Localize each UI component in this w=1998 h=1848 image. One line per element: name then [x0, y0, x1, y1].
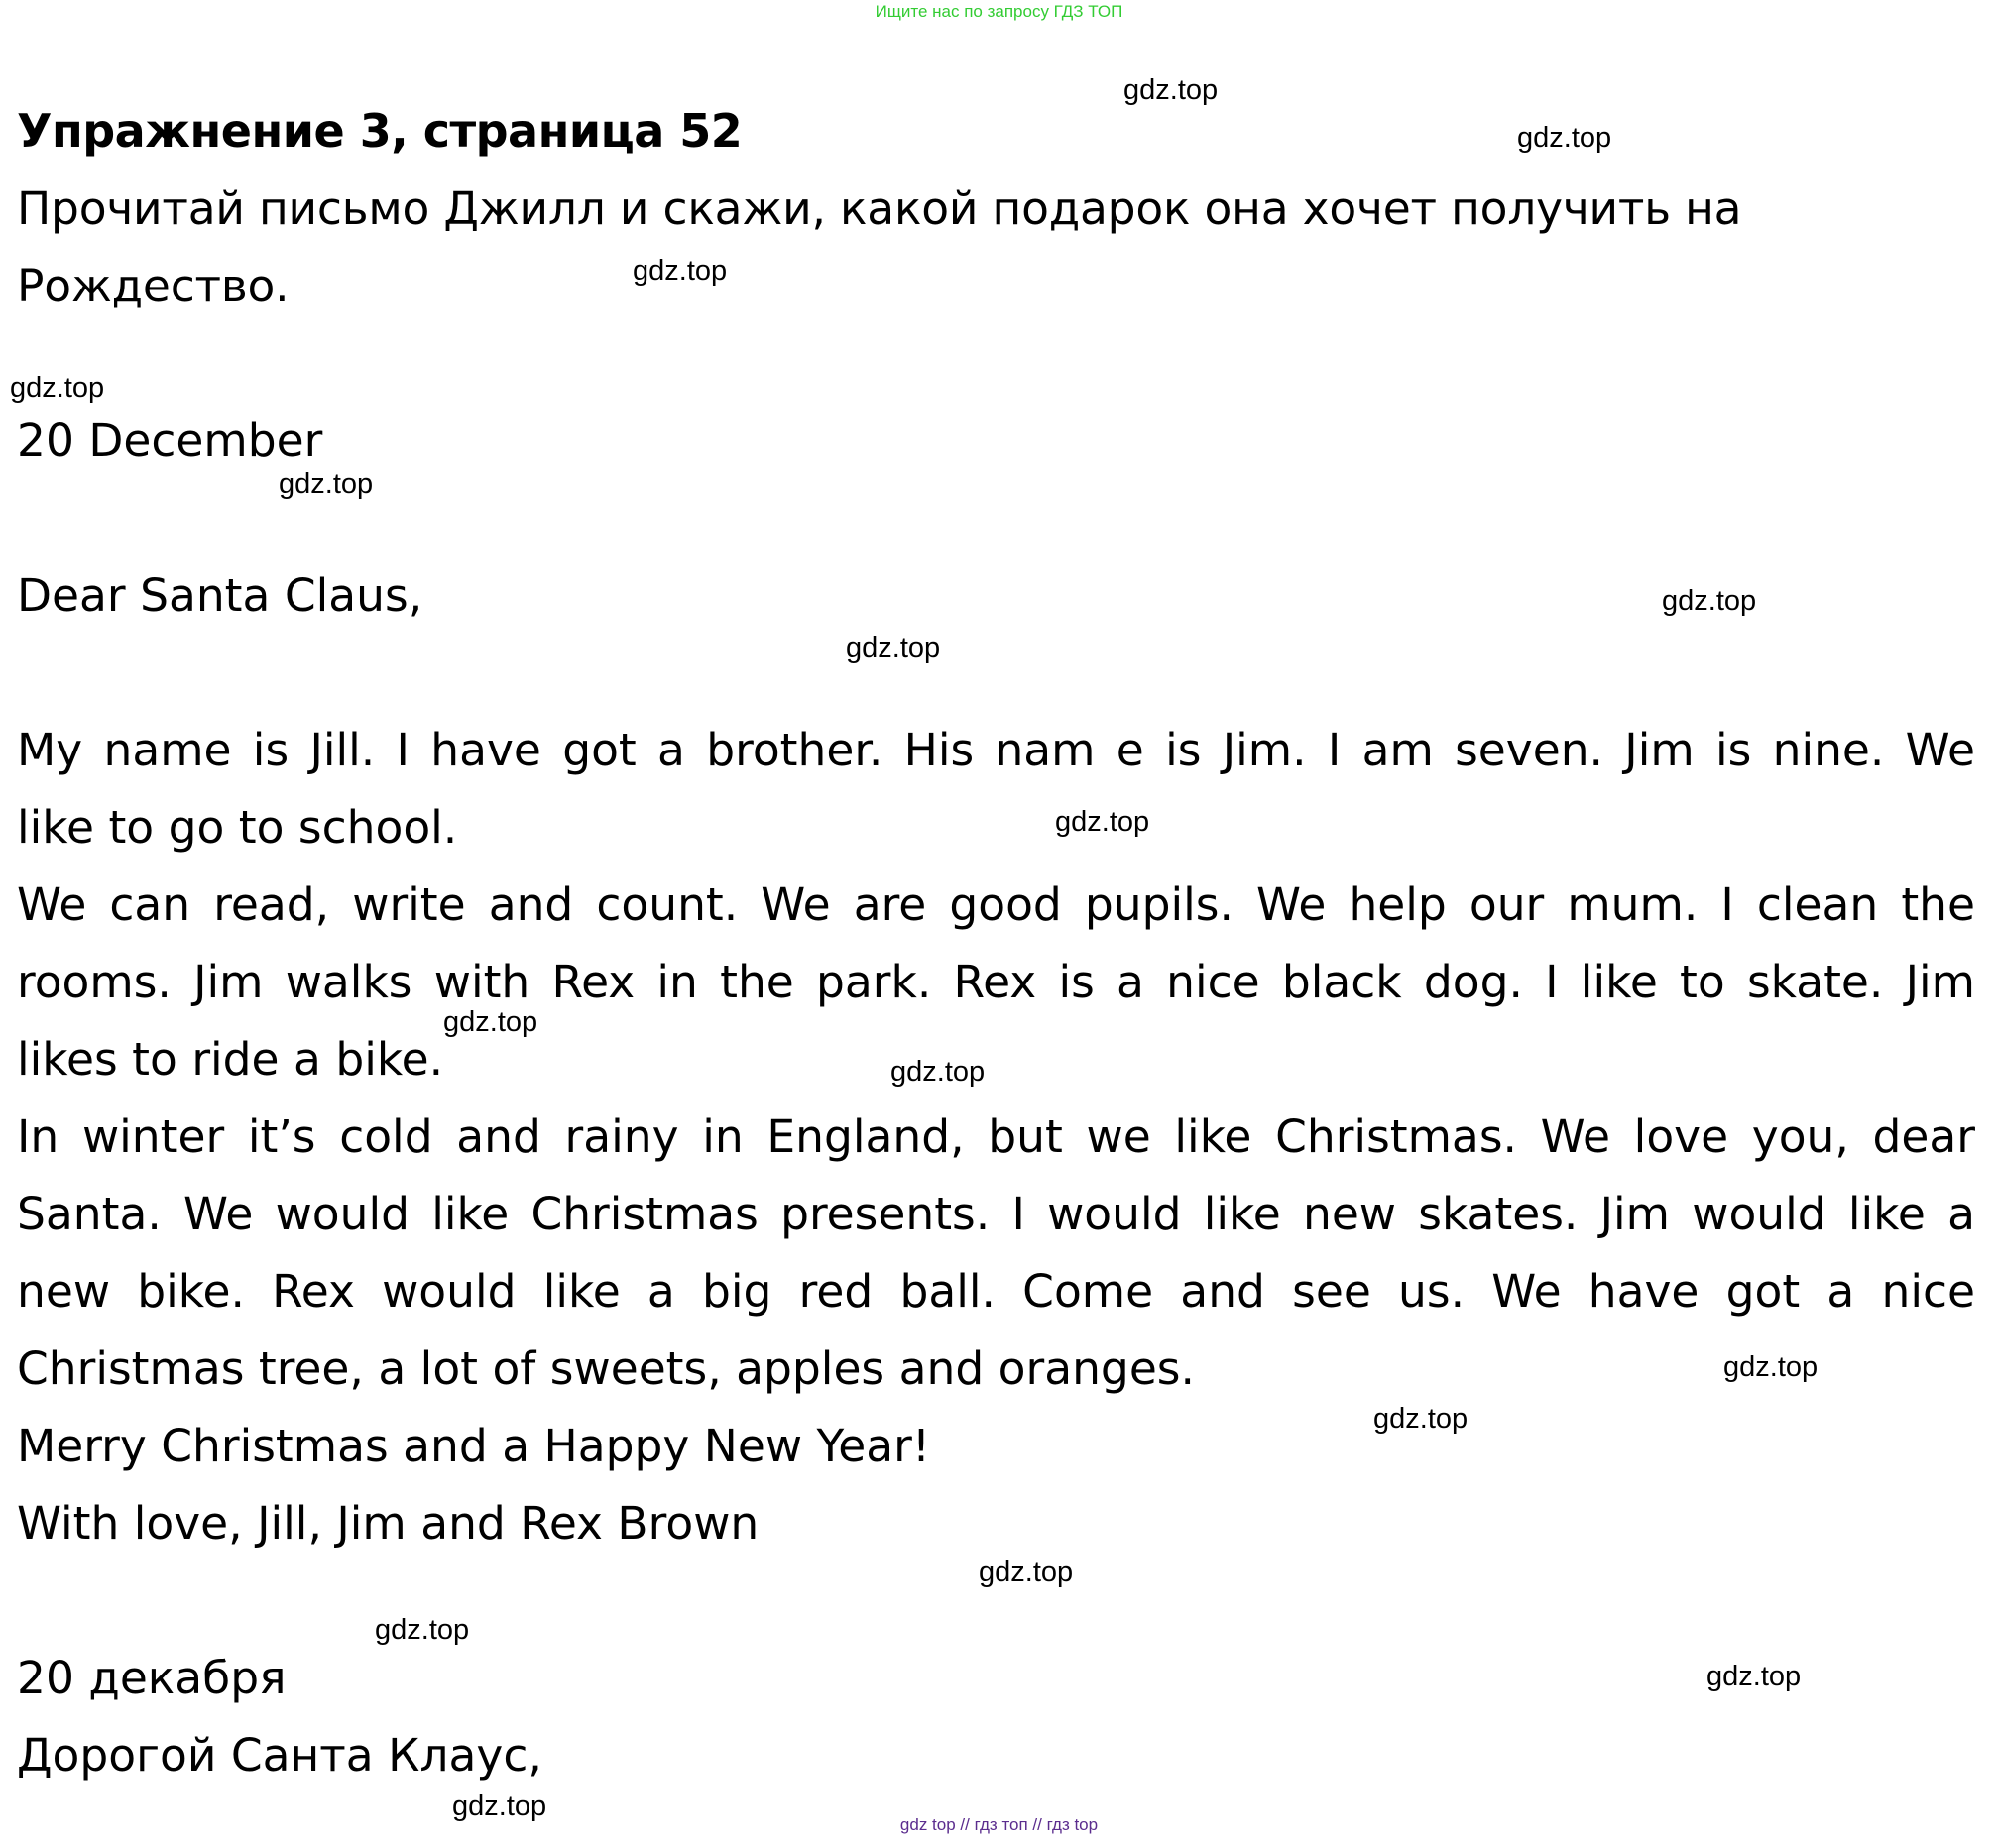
letter-line: Christmas tree, a lot of sweets, apples and oranges.	[17, 1342, 1195, 1395]
letter-line: like to go to school.	[17, 801, 458, 854]
watermark: gdz.top	[375, 1614, 470, 1646]
letter-date-ru: 20 декабря	[17, 1652, 287, 1704]
instruction	[17, 171, 1741, 325]
letter-line: new bike. Rex would like a big red ball. Come and see us. We have got a nice	[17, 1265, 1975, 1318]
watermark: gdz.top	[1055, 806, 1150, 838]
letter-body-en	[17, 712, 1975, 1408]
watermark: gdz.top	[890, 1056, 986, 1088]
watermark: gdz.top	[279, 468, 374, 500]
watermark: gdz.top	[1723, 1351, 1819, 1383]
letter-line: My name is Jill. I have got a brother. His nam e is Jim. I am seven. Jim is nine. We	[17, 724, 1975, 776]
watermark: gdz.top	[1517, 122, 1612, 154]
letter-line: likes to ride a bike.	[17, 1033, 444, 1086]
watermark: gdz.top	[1706, 1661, 1802, 1692]
footer-links[interactable]: gdz top // гдз топ // гдз top	[899, 1815, 1099, 1834]
watermark: gdz.top	[1123, 74, 1219, 106]
letter-signoff	[17, 1408, 930, 1562]
watermark: gdz.top	[1373, 1403, 1469, 1435]
exercise-heading: Упражнение 3, страница 52	[17, 104, 743, 158]
watermark: gdz.top	[443, 1006, 538, 1038]
letter-signature: With love, Jill, Jim and Rex Brown	[17, 1497, 760, 1550]
letter-line: We can read, write and count. We are good pupils. We help our mum. I clean the	[17, 878, 1975, 931]
watermark: gdz.top	[979, 1557, 1074, 1588]
watermark: gdz.top	[1662, 585, 1757, 617]
watermark: gdz.top	[10, 372, 105, 404]
letter-greeting-en: Dear Santa Claus,	[17, 569, 423, 622]
letter-line: rooms. Jim walks with Rex in the park. Rex is a nice black dog. I like to skate. Jim	[17, 956, 1975, 1008]
letter-greeting-ru: Дорогой Санта Клаус,	[17, 1729, 542, 1782]
letter-line: In winter it’s cold and rainy in England, but we like Christmas. We love you, dear	[17, 1110, 1975, 1163]
watermark: gdz.top	[846, 633, 941, 664]
letter-wishes: Merry Christmas and a Happy New Year!	[17, 1420, 931, 1472]
instruction-line: Прочитай письмо Джилл и скажи, какой подарок она хочет получить на	[17, 182, 1742, 235]
letter-date-en: 20 December	[17, 414, 323, 467]
top-banner[interactable]: Ищите нас по запросу ГДЗ ТОП	[875, 2, 1123, 21]
letter-line: Santa. We would like Christmas presents. I would like new skates. Jim would like a	[17, 1188, 1975, 1240]
instruction-line: Рождество.	[17, 260, 290, 312]
watermark: gdz.top	[452, 1790, 547, 1822]
watermark: gdz.top	[633, 255, 728, 287]
